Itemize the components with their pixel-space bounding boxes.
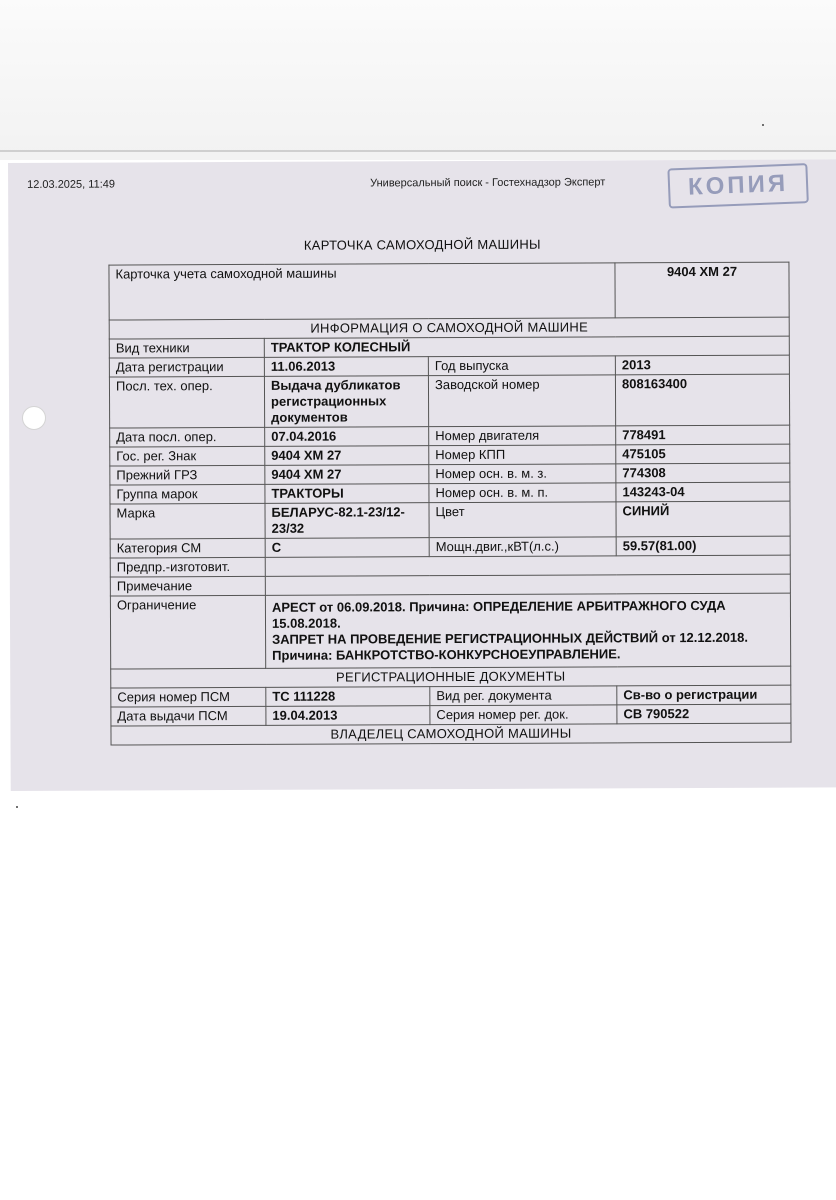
serial-value: 808163400 (615, 374, 789, 426)
card-sheet (8, 159, 836, 791)
brand-group-label: Группа марок (110, 484, 265, 504)
doc-series-value: СВ 790522 (617, 704, 791, 724)
psm-series-label: Серия номер ПСМ (111, 687, 266, 707)
copy-stamp: КОПИЯ (667, 163, 808, 208)
card-caption: КАРТОЧКА САМОХОДНОЙ МАШИНЫ (303, 236, 541, 253)
manufacturer-label: Предпр.-изготовит. (110, 557, 265, 577)
vehicle-type-label: Вид техники (109, 338, 264, 358)
speck (16, 806, 18, 808)
psm-date-value: 19.04.2013 (266, 706, 430, 726)
axle2-value: 143243-04 (616, 482, 790, 502)
page-header-title: Универсальный поиск - Гостехнадзор Эксперт (370, 176, 606, 190)
model-label: Марка (110, 503, 265, 539)
engine-label: Номер двигателя (429, 426, 616, 446)
vehicle-type-value: ТРАКТОР КОЛЕСНЫЙ (264, 336, 789, 357)
prev-plate-value: 9404 ХМ 27 (265, 465, 429, 485)
speck (762, 124, 764, 126)
section-docs-title: РЕГИСТРАЦИОННЫЕ ДОКУМЕНТЫ (111, 666, 791, 688)
psm-date-label: Дата выдачи ПСМ (111, 706, 266, 726)
plate-value: 9404 ХМ 27 (265, 446, 429, 466)
brand-group-value: ТРАКТОРЫ (265, 484, 429, 504)
year-value: 2013 (615, 355, 789, 375)
model-value: БЕЛАРУС-82.1-23/12-23/32 (265, 503, 429, 539)
gearbox-label: Номер КПП (429, 445, 616, 465)
plate-label: Гос. рег. Знак (110, 446, 265, 466)
year-label: Год выпуска (428, 356, 615, 376)
section-info-title: ИНФОРМАЦИЯ О САМОХОДНОЙ МАШИНЕ (109, 317, 789, 339)
serial-label: Заводской номер (428, 375, 615, 427)
last-op-date-value: 07.04.2016 (265, 427, 429, 447)
axle1-value: 774308 (616, 463, 790, 483)
power-label: Мощн.двиг.,кВТ(л.с.) (429, 537, 616, 557)
card-reg-number: 9404 ХМ 27 (615, 262, 789, 318)
section-owner-title: ВЛАДЕЛЕЦ САМОХОДНОЙ МАШИНЫ (111, 723, 791, 745)
psm-series-value: ТС 111228 (266, 687, 430, 707)
registration-card-table (108, 262, 791, 746)
last-op-date-label: Дата посл. опер. (110, 427, 265, 447)
reg-date-value: 11.06.2013 (264, 357, 428, 377)
scan-top-fold (0, 0, 836, 160)
axle2-label: Номер осн. в. м. п. (429, 483, 616, 503)
prev-plate-label: Прежний ГРЗ (110, 465, 265, 485)
power-value: 59.57(81.00) (616, 536, 790, 556)
restriction-arrest: АРЕСТ от 06.09.2018. Причина: ОПРЕДЕЛЕНИЕ АРБИТРАЖНОГО СУДА 15.08.2018. (271, 597, 726, 631)
doc-series-label: Серия номер рег. док. (430, 705, 617, 725)
gearbox-value: 475105 (616, 444, 790, 464)
note-value (265, 574, 790, 595)
reg-date-label: Дата регистрации (109, 357, 264, 377)
restriction-ban: ЗАПРЕТ НА ПРОВЕДЕНИЕ РЕГИСТРАЦИОННЫХ ДЕЙСТВИЙ от 12.12.2018. Причина: БАНКРОТСТВО-КОНКУРСНОЕУПРАВЛЕНИЕ. (272, 629, 749, 663)
note-label: Примечание (110, 576, 265, 596)
manufacturer-value (265, 555, 790, 576)
restriction-label: Ограничение (110, 595, 265, 669)
axle1-label: Номер осн. в. м. з. (429, 464, 616, 484)
color-value: СИНИЙ (616, 501, 790, 537)
last-op-label: Посл. тех. опер. (109, 376, 264, 428)
color-label: Цвет (429, 502, 616, 538)
category-value: С (265, 538, 429, 558)
print-datetime: 12.03.2025, 11:49 (27, 178, 116, 191)
punch-hole (22, 406, 46, 430)
doc-type-label: Вид рег. документа (430, 686, 617, 706)
category-label: Категория СМ (110, 538, 265, 558)
fold-edge (0, 150, 836, 152)
doc-type-value: Св-во о регистрации (617, 685, 791, 705)
last-op-value: Выдача дубликатов регистрационных документов (264, 376, 428, 428)
card-title: Карточка учета самоходной машины (109, 263, 615, 320)
restriction-value (265, 593, 790, 668)
engine-value: 778491 (616, 425, 790, 445)
